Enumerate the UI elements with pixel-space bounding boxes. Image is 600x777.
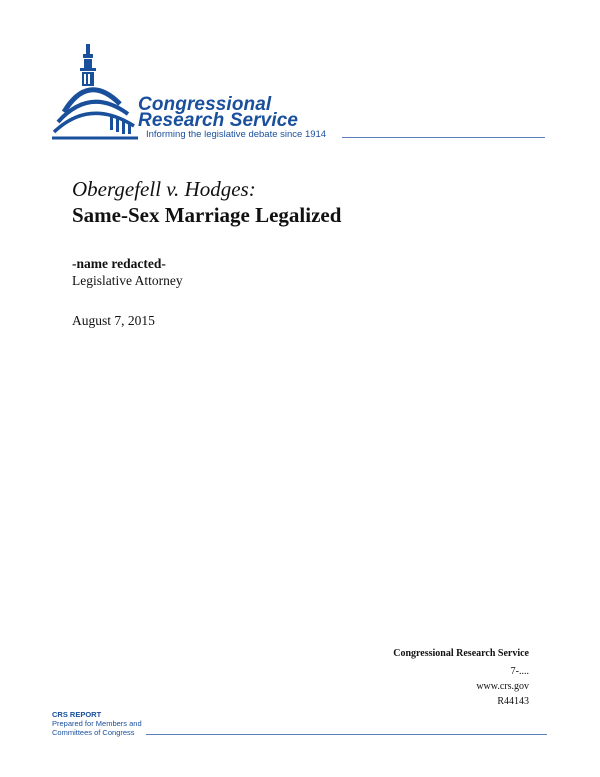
report-date: August 7, 2015 [72, 313, 155, 328]
crs-website: www.crs.gov [476, 681, 529, 692]
footer-label: CRS REPORT [52, 710, 102, 719]
crs-phone: 7-.... [510, 666, 529, 677]
report-title [72, 176, 532, 228]
footer-line1: Prepared for Members and [52, 719, 142, 728]
footer [52, 710, 547, 737]
logo-tagline: Informing the legislative debate since 1914 [146, 129, 327, 140]
logo-title-line2: Research Service [138, 110, 299, 131]
title-case-name: Obergefell v. Hodges: [72, 177, 256, 201]
footer-divider [146, 734, 547, 735]
crs-logo [50, 42, 550, 147]
logo-divider [342, 137, 545, 138]
capitol-dome-icon [50, 42, 145, 142]
crs-contact-block [393, 646, 529, 709]
author-name: -name redacted- [72, 256, 166, 271]
author-role: Legislative Attorney [72, 273, 183, 288]
crs-report-number: R44143 [497, 696, 529, 707]
author-block [72, 255, 183, 289]
crs-org-name: Congressional Research Service [393, 648, 529, 659]
logo-title-line1: Congressional [138, 94, 272, 115]
title-main: Same-Sex Marriage Legalized [72, 203, 342, 227]
footer-line2: Committees of Congress [52, 728, 135, 737]
